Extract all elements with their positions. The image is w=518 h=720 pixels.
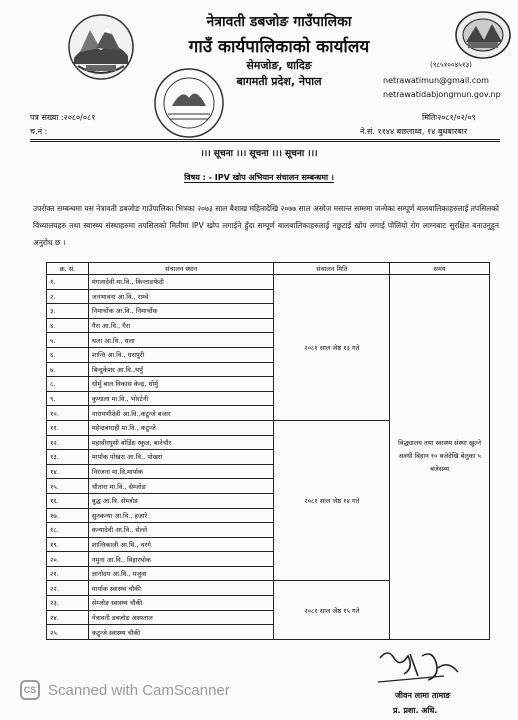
row-place: महावीरघुसी बोर्डिङ स्कुल, बानेचौर (88, 435, 274, 450)
notice-heading: ।।। सूचना ।।। सूचना ।।। सूचना ।।। (200, 149, 318, 159)
row-serial: ६. (47, 347, 89, 362)
row-serial: १६. (47, 493, 89, 508)
row-place: बुद्ध आ.वि. सेम्जोङ (88, 493, 274, 508)
row-serial: १. (47, 275, 89, 290)
letter-date: मितिः२०८१/०२/०९ (422, 113, 476, 122)
row-place: मार्पाक स्वास्थ्य चौकी (88, 581, 274, 596)
row-serial: १३. (47, 450, 89, 465)
row-serial: ८. (47, 377, 89, 392)
row-place: कन्यादेवी आ.वि., सेल्ले (88, 523, 274, 538)
signatory-designation: प्र. प्रशा. अधि. (393, 706, 438, 715)
header-office-name: गाउँ कार्यपालिकाको कार्यालय (188, 37, 370, 57)
watermark-text: Scanned with CamScanner (48, 681, 230, 699)
row-serial: २५. (47, 625, 89, 640)
row-place: निरंजना मा.वि,मार्पाक (88, 464, 274, 479)
row-place: सेम्जोङ स्वास्थ्य चौकी (88, 596, 274, 611)
row-place: नेत्रावती डबजोङ अस्पताल (88, 610, 274, 625)
row-place: गैरा आ.वि., गैरा (88, 318, 274, 333)
date-group-2: २०८१ साल जेष्ठ १४ गते (274, 420, 390, 581)
header-date-col: संचालन मिति (274, 263, 390, 275)
table-header-row (47, 263, 490, 275)
row-place: शान्तिकाली आ.वि., चरंगे (88, 537, 274, 552)
row-serial: ७. (47, 362, 89, 377)
row-serial: २०. (47, 552, 89, 567)
subject-text: विषय : - IPV खोप अभियान संचालन सम्बन्धमा । (184, 173, 334, 182)
row-serial: ३. (47, 304, 89, 319)
header-email: netrawatimun@gmail.com (383, 76, 489, 85)
row-place: कुण्डला मा.वि., भोरटेनी (88, 391, 274, 406)
reference-number: पत्र संख्या :२०८०/०८१ (30, 113, 96, 122)
header-serial: क्र. सं. (47, 263, 89, 275)
camscanner-watermark (20, 680, 230, 700)
row-serial: १४. (47, 464, 89, 479)
header-province: बागमती प्रदेश, नेपाल (236, 75, 322, 88)
row-place: मंगलादेवी मा.वि., किन्ताङफेदी (88, 275, 274, 290)
row-place: थला आ.वि., थला (88, 333, 274, 348)
row-place: बिन्दुकेशर आ.वि.,थपुँ (88, 362, 274, 377)
row-serial: १५. (47, 479, 89, 494)
camscanner-icon: CS (20, 680, 40, 700)
nepal-sambat-date: ने.सं. ११४४ बछलाथ्व, १४ बुधबारबार (360, 127, 468, 136)
row-place: कटुन्जे स्वास्थ्य चौकी (88, 625, 274, 640)
date-group-3: २०८१ साल जेष्ठ १५ गते (274, 581, 390, 639)
row-place: नारायणीदेवी आ.वि.,कटुन्जे बजार (88, 406, 274, 421)
row-place: मार्पाक पोखरा आ.वि., पोखरा (88, 450, 274, 465)
row-place: जनभावना आ.वि., राम्चे (88, 289, 274, 304)
row-place: ज्ञानोदय आ.वि., मजुवा (88, 566, 274, 581)
row-place: चौतारा मा.वि., सेम्जोङ (88, 479, 274, 494)
row-serial: १८. (47, 523, 89, 538)
table-row (47, 275, 490, 290)
row-serial: २१. (47, 566, 89, 581)
row-place: शान्ति आ.वि., धरापुरी (88, 347, 274, 362)
subject-line (0, 172, 518, 183)
session-time: विद्ध्यालय तथा स्वास्थ्य संस्था खुल्ने अवधी बिहान १० बजेदेखि बेलुका ५ बजेसम्म (390, 275, 490, 640)
dispatch-number: च.नं : (30, 127, 48, 136)
header-location-col: संचालन स्थान (88, 263, 274, 275)
row-place: निमार्चोक आ.वि., निमार्चोक (88, 304, 274, 319)
date-group-1: २०८१ साल जेष्ठ १३ गते (274, 275, 390, 421)
header-divider-second (30, 141, 500, 142)
schedule-table (46, 262, 490, 640)
row-place: सुनकन्या आ.वि., हजारे (88, 508, 274, 523)
body-paragraph: उपरोक्त सम्बन्धमा यस नेत्रावती डबजोङ गाउँपालिका भित्रका २०७३ साल बैशाख महिनादेखि २०७७ साल असोज मसान्त सम्ममा जन्मेका सम्पूर्ण बालबालिकाहरुलाई तपसिलको विध्यालयहरु तथा स्वास्थ्य संस्थाहरुमा तपसिलको मितीमा IPV खोप लगाईने हुँदा सम्पूर्ण बालबालिकाहरुलाई नछुटाई खोप लगाई पोलियो रोग लाग्नबाट सुरक्षित बनाउनुहुन अनुरोध छ । (33, 204, 499, 247)
row-serial: २. (47, 289, 89, 304)
row-serial: २२. (47, 581, 89, 596)
row-serial: ५. (47, 333, 89, 348)
row-place: नमुना आ.वि., विहारथोक (88, 552, 274, 567)
header-location: सेमजोङ, धादिङ (246, 59, 312, 72)
row-serial: २३. (47, 596, 89, 611)
row-serial: २४. (47, 610, 89, 625)
header-phone: (९८५१००४५१३) (430, 61, 472, 69)
row-serial: ९. (47, 391, 89, 406)
row-serial: ४. (47, 318, 89, 333)
header-divider (30, 139, 500, 140)
row-place: महेन्द्रबाराही मा.वि., कटुन्जे (88, 420, 274, 435)
office-stamp (152, 66, 226, 140)
header-website: netrawatidabjongmun.gov.np (383, 90, 501, 99)
header-municipality-name: नेत्रावती डबजोङ गाउँपालिका (206, 14, 352, 30)
row-serial: १०. (47, 406, 89, 421)
header-time-col: समय (390, 263, 490, 275)
row-serial: १७. (47, 508, 89, 523)
row-serial: १२. (47, 435, 89, 450)
handwritten-signature (374, 646, 464, 686)
row-serial: १९. (47, 537, 89, 552)
row-serial: ११. (47, 420, 89, 435)
row-place: धोर्मु बाल विकास केन्द्र, धोर्मु (88, 377, 274, 392)
signatory-name: जीवन लामा तामाङ (395, 691, 451, 700)
